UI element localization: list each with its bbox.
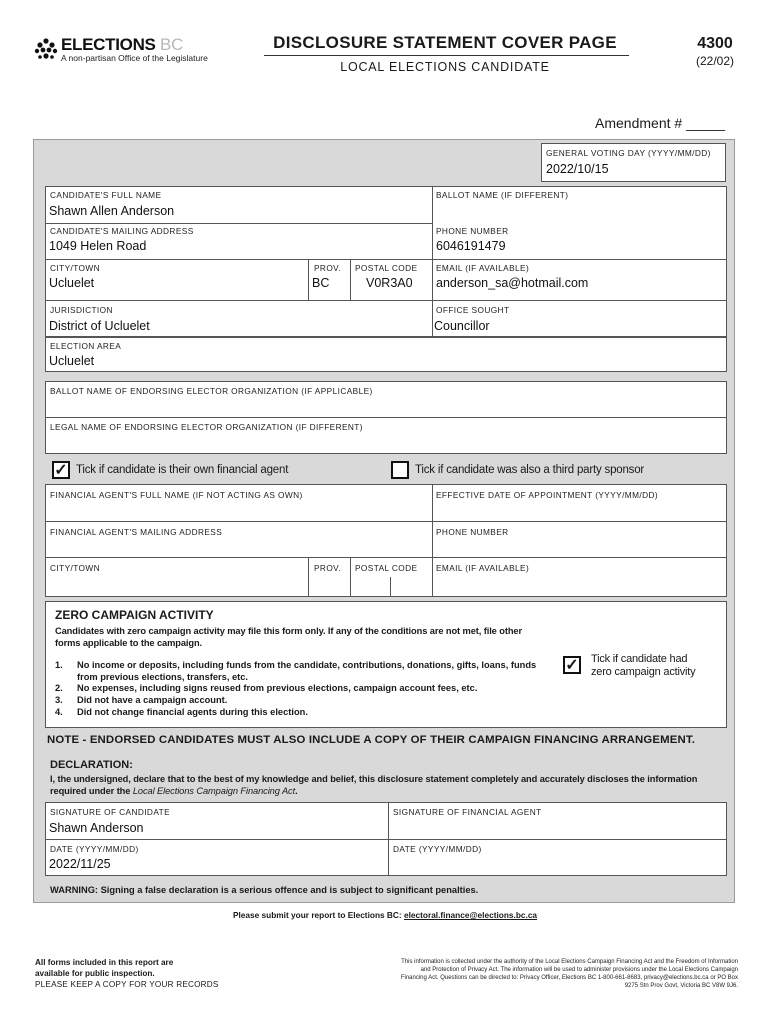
ballot-org-field[interactable] (45, 381, 727, 418)
sig-candidate-value[interactable]: Shawn Anderson (49, 821, 144, 835)
zero-activity-tick-label-2: zero campaign activity (591, 666, 696, 678)
sig-agent-label: SIGNATURE OF FINANCIAL AGENT (393, 807, 542, 817)
submit-instructions: Please submit your report to Elections BC: electoral.finance@elections.bc.ca (232, 910, 538, 920)
list-item: 2. No expenses, including signs reused from previous elections, campaign account fees, etc. (55, 683, 478, 694)
list-item: 4. Did not change financial agents during this election. (55, 706, 308, 717)
form-number: 4300 (697, 35, 733, 52)
jurisdiction-value[interactable]: District of Ucluelet (49, 319, 150, 333)
zero-activity-box (45, 601, 727, 728)
third-party-label: Tick if candidate was also a third party sponsor (415, 464, 645, 476)
signature-block (45, 802, 727, 876)
agent-city-label: CITY/TOWN (50, 563, 100, 573)
legal-org-label: LEGAL NAME OF ENDORSING ELECTOR ORGANIZATION (IF DIFFERENT) (50, 422, 363, 432)
city-label: CITY/TOWN (50, 263, 100, 273)
warning-text: WARNING: Signing a false declaration is a serious offence and is subject to significant penalties. (50, 885, 479, 895)
date-candidate-label: DATE (YYYY/MM/DD) (50, 844, 139, 854)
logo-name: ELECTIONS (61, 35, 156, 54)
candidate-name-label: CANDIDATE'S FULL NAME (50, 190, 162, 200)
logo-suffix: BC (160, 35, 184, 54)
third-party-checkbox[interactable] (391, 461, 409, 479)
logo-tagline: A non-partisan Office of the Legislature (61, 53, 208, 63)
jurisdiction-row (45, 300, 727, 337)
zero-activity-title: ZERO CAMPAIGN ACTIVITY (55, 608, 214, 622)
appointment-date-label: EFFECTIVE DATE OF APPOINTMENT (YYYY/MM/DD) (436, 490, 659, 500)
form-version: (22/02) (695, 54, 735, 68)
title-underline (264, 55, 629, 56)
date-candidate-value[interactable]: 2022/11/25 (49, 857, 111, 871)
email-label: EMAIL (IF AVAILABLE) (436, 263, 530, 273)
office-sought-label: OFFICE SOUGHT (436, 305, 510, 315)
date-agent-label: DATE (YYYY/MM/DD) (393, 844, 482, 854)
footer-left: All forms included in this report are available for public inspection. PLEASE KEEP A COPY FOR YOUR RECORDS (35, 958, 219, 989)
agent-postal-label: POSTAL CODE (355, 563, 418, 573)
postal-code-label: POSTAL CODE (355, 263, 418, 273)
zero-activity-tick-label-1: Tick if candidate had (591, 653, 688, 665)
page-subtitle: LOCAL ELECTIONS CANDIDATE (340, 60, 550, 74)
zero-activity-list (55, 660, 550, 719)
list-item: 3. Did not have a campaign account. (55, 695, 228, 706)
election-area-label: ELECTION AREA (50, 341, 122, 351)
voting-day-label: GENERAL VOTING DAY (YYYY/MM/DD) (546, 148, 711, 158)
email-value[interactable]: anderson_sa@hotmail.com (436, 276, 589, 290)
financial-agent-block (45, 484, 727, 597)
phone-value[interactable]: 6046191479 (436, 239, 506, 253)
page-title: DISCLOSURE STATEMENT COVER PAGE (273, 33, 617, 52)
city-value[interactable]: Ucluelet (49, 276, 95, 290)
voting-day-field[interactable] (541, 143, 726, 182)
election-area-value: Ucluelet (49, 354, 95, 368)
zero-activity-intro: Candidates with zero campaign activity may file this form only. If any of the conditions are not met, file other forms applicable to the campaign. (55, 626, 522, 648)
zero-activity-checkbox[interactable]: ✓ (563, 656, 581, 674)
declaration-title: DECLARATION: (50, 759, 133, 771)
endorsement-note: NOTE - ENDORSED CANDIDATES MUST ALSO INCLUDE A COPY OF THEIR CAMPAIGN FINANCING ARRANGEMENT. (47, 734, 696, 746)
jurisdiction-label: JURISDICTION (50, 305, 113, 315)
mailing-address-label: CANDIDATE'S MAILING ADDRESS (50, 226, 194, 236)
ballot-org-label: BALLOT NAME OF ENDORSING ELECTOR ORGANIZATION (IF APPLICABLE) (50, 386, 373, 396)
elections-bc-logo (33, 34, 213, 66)
agent-prov-label: PROV. (314, 563, 342, 573)
ballot-name-label: BALLOT NAME (IF DIFFERENT) (436, 190, 569, 200)
declaration-text: I, the undersigned, declare that to the best of my knowledge and belief, this disclosure statement completely and accurately discloses the information required under the Local Elections Campaign Financing Act. (50, 774, 698, 796)
legal-org-field[interactable] (45, 417, 727, 454)
agent-name-label: FINANCIAL AGENT'S FULL NAME (IF NOT ACTING AS OWN) (50, 490, 303, 500)
prov-value[interactable]: BC (312, 276, 330, 290)
amendment-number: Amendment # _____ (595, 115, 725, 131)
office-sought-value[interactable]: Councillor (434, 319, 490, 333)
privacy-notice: This information is collected under the authority of the Local Elections Campaign Financing Act and the Freedom of Information and Protection of Privacy Act. The information will be used to administer provisions under the Local Elections Campaign Financing Act. Questions can be directed to: Privacy Officer, Elections BC 1-800-661-8683, privacy@elections.bc.ca or PO Box 9275 Stn Prov Govt, Victoria BC V8W 9J6. (400, 959, 738, 989)
submit-email-link[interactable]: electoral.finance@elections.bc.ca (403, 910, 538, 920)
list-item: 1. No income or deposits, including funds from the candidate, contributions, donations, gifts, loans, funds from previous elections, transfers, etc. (55, 660, 537, 682)
election-area-field[interactable] (45, 337, 727, 372)
phone-label: PHONE NUMBER (436, 226, 509, 236)
agent-phone-label: PHONE NUMBER (436, 527, 509, 537)
prov-label: PROV. (314, 263, 342, 273)
voting-day-value: 2022/10/15 (546, 162, 609, 176)
own-agent-checkbox[interactable]: ✓ (52, 461, 70, 479)
postal-code-value[interactable]: V0R3A0 (366, 276, 413, 290)
own-agent-label: Tick if candidate is their own financial agent (76, 464, 289, 476)
candidate-block (45, 186, 727, 302)
elections-bc-logo-icon (33, 36, 59, 62)
sig-candidate-label: SIGNATURE OF CANDIDATE (50, 807, 171, 817)
mailing-address-value[interactable]: 1049 Helen Road (49, 239, 147, 253)
agent-mailing-label: FINANCIAL AGENT'S MAILING ADDRESS (50, 527, 223, 537)
logo-wordmark (61, 35, 183, 55)
candidate-name-value[interactable]: Shawn Allen Anderson (49, 204, 175, 218)
agent-email-label: EMAIL (IF AVAILABLE) (436, 563, 530, 573)
